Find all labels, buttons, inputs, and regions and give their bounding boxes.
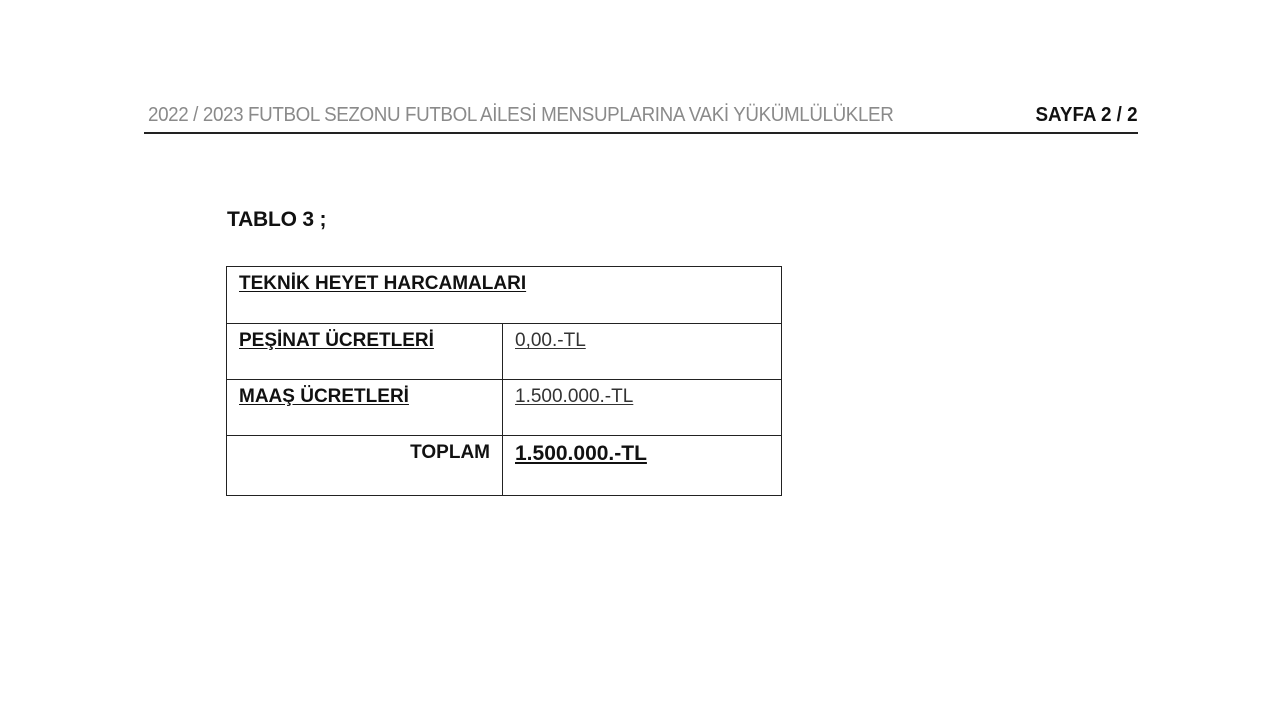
page-number: SAYFA 2 / 2 [1035,104,1138,126]
page-header [144,100,1138,134]
row-label: MAAŞ ÜCRETLERİ [239,386,409,407]
total-label-cell [227,436,503,496]
table-title: TEKNİK HEYET HARCAMALARI [239,273,527,294]
row-label-cell [227,380,503,436]
total-value-cell [503,436,782,496]
expense-table [226,266,782,496]
table-title-row [227,267,782,324]
row-label-cell [227,324,503,380]
total-label: TOPLAM [410,442,490,463]
table-title-cell [227,267,782,324]
table-row [227,380,782,436]
row-value: 1.500.000.-TL [515,386,634,407]
document-title: 2022 / 2023 FUTBOL SEZONU FUTBOL AİLESİ MENSUPLARINA VAKİ YÜKÜMLÜLÜKLER [148,104,894,126]
table-caption: TABLO 3 ; [227,208,327,231]
row-value: 0,00.-TL [515,330,586,351]
row-value-cell [503,324,782,380]
row-label: PEŞİNAT ÜCRETLERİ [239,330,434,351]
total-row [227,436,782,496]
total-value: 1.500.000.-TL [515,442,647,465]
row-value-cell [503,380,782,436]
table-row [227,324,782,380]
